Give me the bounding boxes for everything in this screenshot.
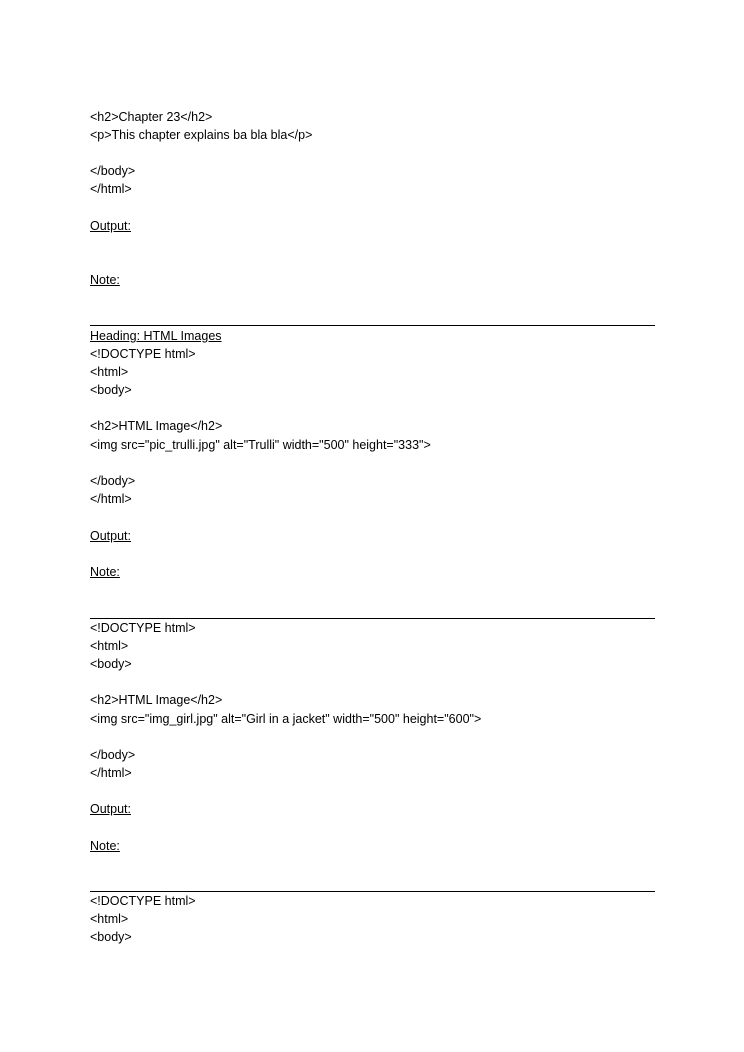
code-line: <!DOCTYPE html> xyxy=(90,621,196,635)
code-line: <!DOCTYPE html> xyxy=(90,347,196,361)
output-label: Output: xyxy=(90,529,131,543)
code-line: <body> xyxy=(90,657,132,671)
code-line: <html> xyxy=(90,639,129,653)
code-line: </body> xyxy=(90,164,136,178)
section-heading: Heading: HTML Images xyxy=(90,329,222,343)
section-divider xyxy=(90,618,655,619)
code-line: <p>This chapter explains ba bla bla</p> xyxy=(90,128,313,142)
code-line: <html> xyxy=(90,912,129,926)
code-line: </body> xyxy=(90,748,136,762)
section-divider xyxy=(90,325,655,326)
code-line: <html> xyxy=(90,365,129,379)
output-label: Output: xyxy=(90,219,131,233)
code-line: <h2>Chapter 23</h2> xyxy=(90,110,213,124)
code-line: <h2>HTML Image</h2> xyxy=(90,419,223,433)
code-line: <body> xyxy=(90,383,132,397)
code-line: </html> xyxy=(90,182,132,196)
code-line: <!DOCTYPE html> xyxy=(90,894,196,908)
code-line: </html> xyxy=(90,766,132,780)
code-line: </html> xyxy=(90,492,132,506)
note-label: Note: xyxy=(90,273,120,287)
code-line: <img src="img_girl.jpg" alt="Girl in a jacket" width="500" height="600"> xyxy=(90,712,482,726)
note-label: Note: xyxy=(90,839,120,853)
output-label: Output: xyxy=(90,802,131,816)
code-line: <h2>HTML Image</h2> xyxy=(90,693,223,707)
code-line: <body> xyxy=(90,930,132,944)
code-line: <img src="pic_trulli.jpg" alt="Trulli" width="500" height="333"> xyxy=(90,438,431,452)
section-divider xyxy=(90,891,655,892)
code-line: </body> xyxy=(90,474,136,488)
note-label: Note: xyxy=(90,565,120,579)
